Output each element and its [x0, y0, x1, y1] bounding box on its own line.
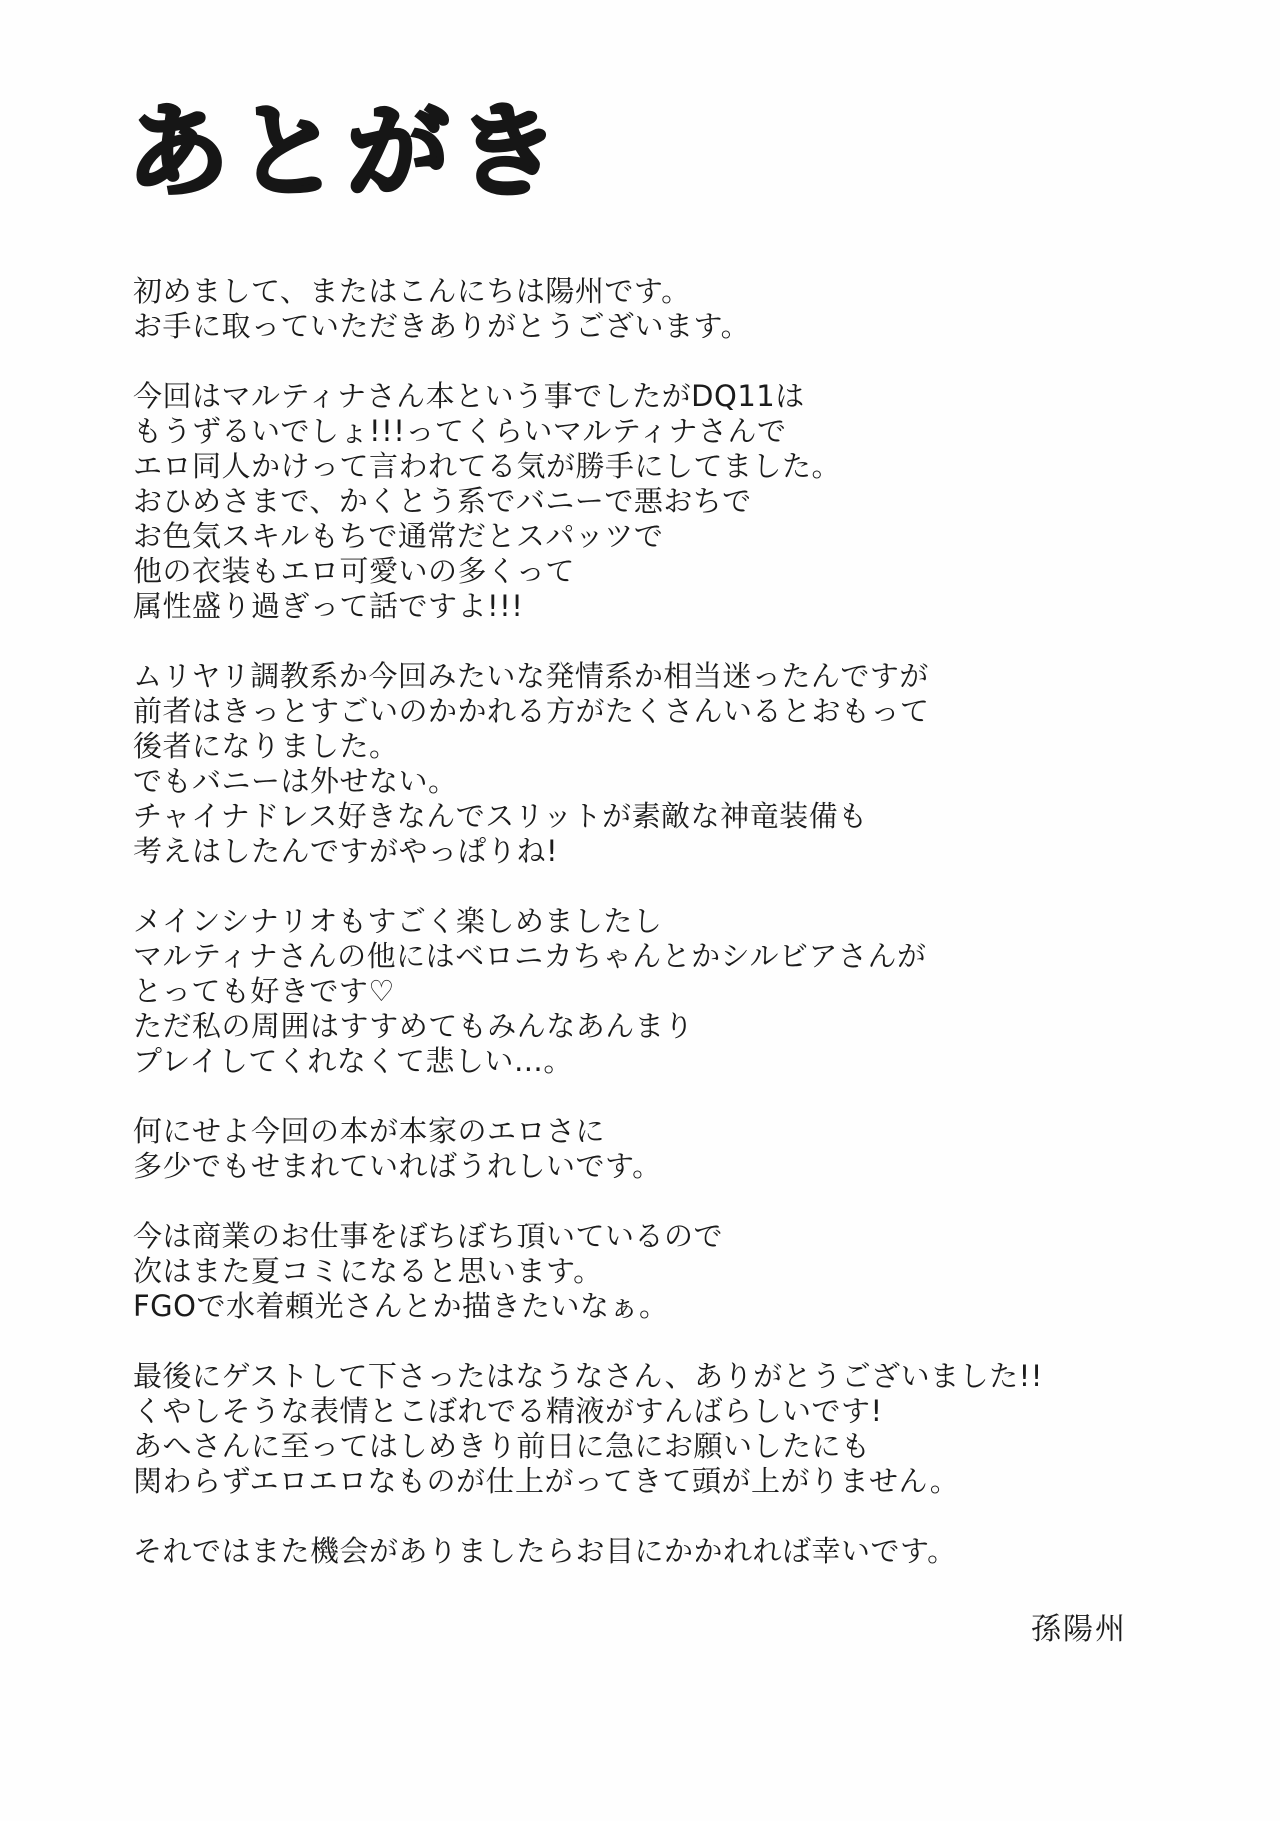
body-text — [133, 274, 1220, 1569]
text-line: くやしそうな表情とこぼれでる精液がすんばらしいです! — [133, 1394, 883, 1428]
paragraph — [133, 1359, 1220, 1499]
page-title: あとがき — [127, 93, 567, 212]
author-signature: 孫陽州 — [1031, 1612, 1127, 1647]
text-line: 今は商業のお仕事をぼちぼち頂いているので — [133, 1219, 724, 1253]
paragraph — [133, 659, 1220, 869]
text-line: エロ同人かけって言われてる気が勝手にしてました。 — [133, 449, 842, 483]
text-line: 初めまして、またはこんにちは陽州です。 — [133, 274, 691, 308]
paragraph — [133, 1534, 1220, 1569]
text-line: それではまた機会がありましたらお目にかかれれば幸いです。 — [133, 1534, 957, 1568]
text-line: 属性盛り過ぎって話ですよ!!! — [133, 589, 524, 623]
text-line: プレイしてくれなくて悲しい…。 — [133, 1044, 573, 1078]
text-line: 考えはしたんですがやっぱりね! — [133, 834, 559, 868]
text-line: お手に取っていただきありがとうございます。 — [133, 309, 751, 343]
paragraph — [133, 274, 1220, 344]
text-line: メインシナリオもすごく楽しめましたし — [133, 904, 663, 938]
text-line: ただ私の周囲はすすめてもみんなあんまり — [133, 1009, 694, 1043]
text-line: 次はまた夏コミになると思います。 — [133, 1254, 603, 1288]
paragraph — [133, 904, 1220, 1079]
text-line: 最後にゲストして下さったはなうなさん、ありがとうございました!! — [133, 1359, 1043, 1393]
text-line: おひめさまで、かくとう系でバニーで悪おちで — [133, 484, 752, 518]
text-line: もうずるいでしょ!!!ってくらいマルティナさんで — [133, 414, 787, 448]
text-line: FGOで水着頼光さんとか描きたいなぁ。 — [133, 1289, 669, 1323]
text-line: チャイナドレス好きなんでスリットが素敵な神竜装備も — [133, 799, 868, 833]
text-line: マルティナさんの他にはベロニカちゃんとかシルビアさんが — [133, 939, 927, 973]
text-line: ムリヤリ調教系か今回みたいな発情系か相当迷ったんですが — [133, 659, 929, 693]
text-line: 多少でもせまれていればうれしいです。 — [133, 1149, 662, 1183]
paragraph — [133, 1114, 1220, 1184]
text-line: とっても好きです♡ — [133, 974, 395, 1008]
text-line: 前者はきっとすごいのかかれる方がたくさんいるとおもって — [133, 694, 930, 728]
text-line: 後者になりました。 — [133, 729, 399, 763]
text-line: 他の衣装もエロ可愛いの多くって — [133, 554, 575, 588]
paragraph — [133, 379, 1220, 624]
text-line: あへさんに至ってはしめきり前日に急にお願いしたにも — [133, 1429, 871, 1463]
text-line: でもバニーは外せない。 — [133, 764, 458, 798]
paragraph — [133, 1219, 1220, 1324]
text-line: 関わらずエロエロなものが仕上がってきて頭が上がりません。 — [133, 1464, 960, 1498]
text-line: 何にせよ今回の本が本家のエロさに — [133, 1114, 606, 1148]
text-line: 今回はマルティナさん本という事でしたがDQ11は — [133, 379, 805, 413]
text-line: お色気スキルもちで通常だとスパッツで — [133, 519, 664, 553]
